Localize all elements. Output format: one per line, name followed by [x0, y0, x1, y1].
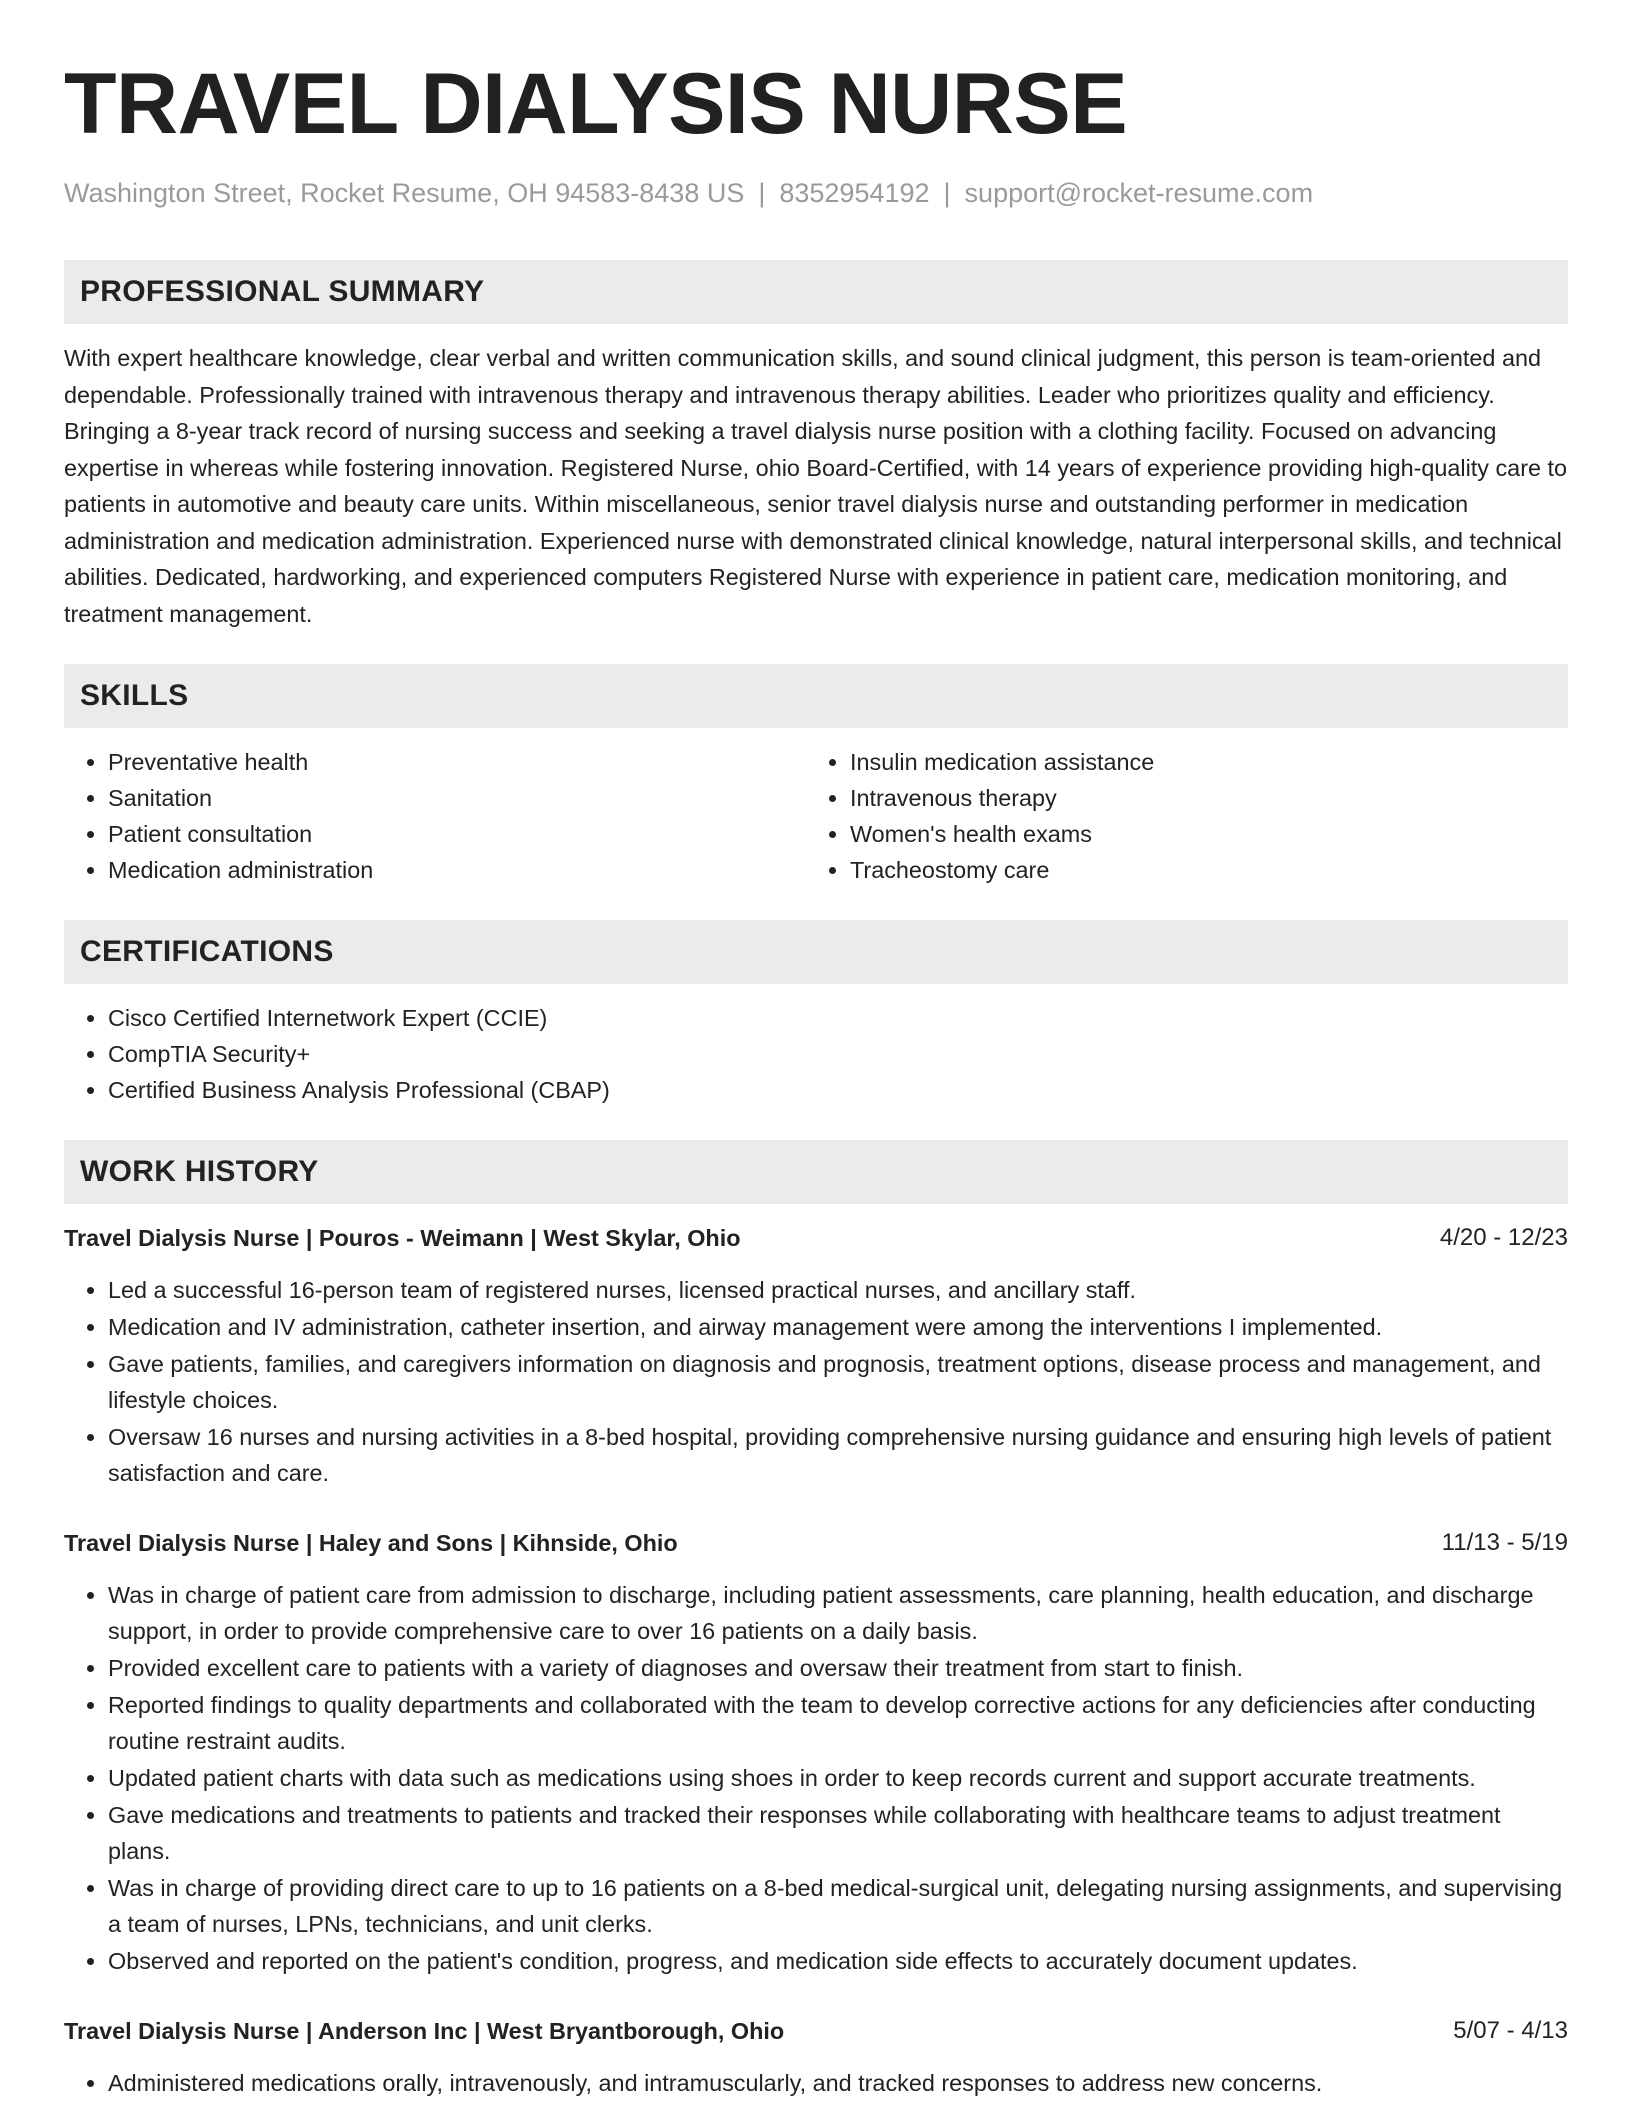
skills-section-header: SKILLS	[64, 664, 1568, 728]
skill-item: • Insulin medication assistance	[850, 744, 1548, 780]
job-bullet: • Updated patient charts with data such as medications using shoes in order to keep records current and support accurate treatments.	[108, 1760, 1568, 1796]
job-dates: 11/13 - 5/19	[1441, 1529, 1568, 1556]
job-entry	[64, 2013, 1568, 2101]
phone-text: 8352954192	[779, 178, 930, 208]
job-bullet: • Reported findings to quality departments and collaborated with the team to develop corrective actions for any deficiencies after conducting routine restraint audits.	[108, 1687, 1568, 1759]
skill-item: • Tracheostomy care	[850, 852, 1548, 888]
certification-item: • CompTIA Security+	[108, 1036, 1568, 1072]
job-bullet: • Provided excellent care to patients with a variety of diagnoses and oversaw their treatment from start to finish.	[108, 1650, 1568, 1686]
resume-page	[64, 58, 1568, 2102]
skill-item: • Medication administration	[108, 852, 806, 888]
job-bullet: • Gave patients, families, and caregivers information on diagnosis and prognosis, treatment options, disease process and management, and lifestyle choices.	[108, 1346, 1568, 1418]
job-bullet: • Was in charge of patient care from admission to discharge, including patient assessments, care planning, health education, and discharge support, in order to provide comprehensive care to over 16 patients on a daily basis.	[108, 1577, 1568, 1649]
job-bullet-list	[64, 2065, 1568, 2101]
job-bullet: • Was in charge of providing direct care to up to 16 patients on a 8-bed medical-surgical unit, delegating nursing assignments, and supervising a team of nurses, LPNs, technicians, and unit clerks.	[108, 1870, 1568, 1942]
address-text: Washington Street, Rocket Resume, OH 94583-8438 US	[64, 178, 745, 208]
skill-item: • Patient consultation	[108, 816, 806, 852]
job-bullet: • Observed and reported on the patient's condition, progress, and medication side effects to accurately document updates.	[108, 1943, 1568, 1979]
job-heading-row	[64, 2013, 1568, 2049]
job-heading: Travel Dialysis Nurse | Haley and Sons | Kihnside, Ohio	[64, 1530, 678, 1556]
summary-section-header: PROFESSIONAL SUMMARY	[64, 260, 1568, 324]
skill-item: • Sanitation	[108, 780, 806, 816]
job-bullet-list	[64, 1272, 1568, 1491]
candidate-title: TRAVEL DIALYSIS NURSE	[64, 56, 1128, 152]
summary-text: With expert healthcare knowledge, clear verbal and written communication skills, and sound clinical judgment, this person is team-oriented and dependable. Professionally trained with intravenous therapy and intravenous therapy abilities. Leader who prioritizes quality and efficiency. Bringing a 8-year track record of nursing success and seeking a travel dialysis nurse position with a clothing facility. Focused on advancing expertise in whereas while fostering innovation. Registered Nurse, ohio Board-Certified, with 14 years of experience providing high-quality care to patients in automotive and beauty care units. Within miscellaneous, senior travel dialysis nurse and outstanding performer in medication administration and medication administration. Experienced nurse with demonstrated clinical knowledge, natural interpersonal skills, and technical abilities. Dedicated, hardworking, and experienced computers Registered Nurse with experience in patient care, medication monitoring, and treatment management.	[64, 345, 1567, 627]
skill-item: • Women's health exams	[850, 816, 1548, 852]
job-bullet: • Medication and IV administration, catheter insertion, and airway management were among the interventions I implemented.	[108, 1309, 1568, 1345]
contact-separator: |	[943, 178, 951, 208]
job-bullet: • Gave medications and treatments to patients and tracked their responses while collaborating with healthcare teams to adjust treatment plans.	[108, 1797, 1568, 1869]
job-heading-row	[64, 1525, 1568, 1561]
certification-item: • Certified Business Analysis Professional (CBAP)	[108, 1072, 1568, 1108]
contact-line	[64, 176, 1568, 210]
job-entry	[64, 1525, 1568, 1979]
job-bullet: • Oversaw 16 nurses and nursing activities in a 8-bed hospital, providing comprehensive nursing guidance and ensuring high levels of patient satisfaction and care.	[108, 1419, 1568, 1491]
job-heading-row	[64, 1220, 1568, 1256]
job-bullet: • Led a successful 16-person team of registered nurses, licensed practical nurses, and ancillary staff.	[108, 1272, 1568, 1308]
certification-item: • Cisco Certified Internetwork Expert (CCIE)	[108, 1000, 1568, 1036]
work-history-section-header: WORK HISTORY	[64, 1140, 1568, 1204]
contact-separator: |	[758, 178, 766, 208]
skills-grid	[64, 744, 1568, 888]
job-heading: Travel Dialysis Nurse | Anderson Inc | West Bryantborough, Ohio	[64, 2018, 785, 2044]
skill-item: • Intravenous therapy	[850, 780, 1548, 816]
job-bullet: • Administered medications orally, intravenously, and intramuscularly, and tracked responses to address new concerns.	[108, 2065, 1568, 2101]
skills-right-column	[806, 744, 1548, 888]
job-dates: 4/20 - 12/23	[1439, 1224, 1568, 1251]
skills-left-column	[64, 744, 806, 888]
certifications-section-header: CERTIFICATIONS	[64, 920, 1568, 984]
email-text: support@rocket-resume.com	[964, 178, 1314, 208]
job-bullet-list	[64, 1577, 1568, 1979]
skill-item: • Preventative health	[108, 744, 806, 780]
job-dates: 5/07 - 4/13	[1453, 2017, 1568, 2044]
job-entry	[64, 1220, 1568, 1491]
job-heading: Travel Dialysis Nurse | Pouros - Weimann | West Skylar, Ohio	[64, 1225, 741, 1251]
certifications-list	[64, 1000, 1568, 1108]
